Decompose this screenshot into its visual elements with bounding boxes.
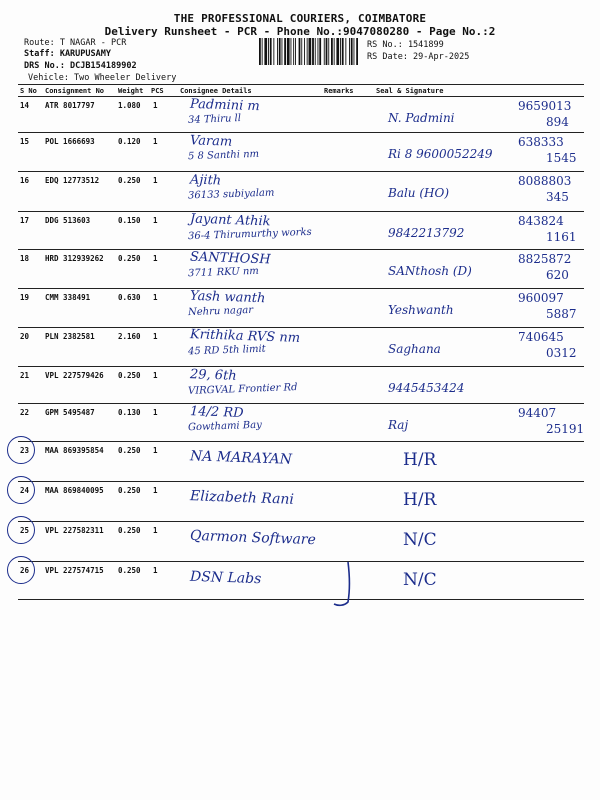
vehicle-label: Vehicle: Two Wheeler Delivery — [28, 73, 177, 83]
phone-line-1: 8825872 — [518, 252, 572, 266]
runsheet-title: Delivery Runsheet - PCR - Phone No.:9047080280 - Page No.:2 — [104, 25, 496, 38]
row-consignment: ATR 8017797 — [45, 101, 95, 110]
phone-line-1: 960097 — [518, 291, 564, 305]
row-pcs: 1 — [153, 526, 158, 535]
row-weight: 0.250 — [118, 446, 141, 455]
col-consignee: Consignee Details — [180, 87, 252, 95]
remarks-bracket-mark — [330, 560, 370, 610]
col-remarks: Remarks — [324, 87, 354, 95]
row-pcs: 1 — [153, 408, 158, 417]
row-sno: 24 — [20, 486, 30, 495]
row-pcs: 1 — [153, 486, 158, 495]
consignee-name: Ajith — [189, 172, 222, 189]
signature: N/C — [403, 530, 437, 550]
row-consignment: DDG 513603 — [45, 216, 91, 225]
row-pcs: 1 — [153, 176, 158, 185]
signature: Raj — [388, 418, 409, 432]
consignee-address: 5 8 Santhi nm — [187, 148, 260, 163]
row-weight: 0.250 — [118, 526, 141, 535]
consignee-address: Gowthami Bay — [187, 419, 262, 434]
phone-line-1: 9659013 — [518, 99, 572, 113]
row-consignment: MAA 869840095 — [45, 486, 104, 495]
table-row — [18, 482, 584, 522]
consignee-address: 34 Thiru ll — [187, 113, 242, 126]
consignee-name: Jayant Athik — [189, 211, 271, 230]
row-consignment: HRD 312939262 — [45, 254, 104, 263]
col-pcs: PCS — [151, 87, 164, 95]
consignee-name: Padmini m — [189, 96, 260, 115]
table-row — [18, 442, 584, 482]
row-weight: 0.250 — [118, 566, 141, 575]
table-row — [18, 289, 584, 328]
row-sno: 23 — [20, 446, 30, 455]
row-consignment: GPM 5495487 — [45, 408, 95, 417]
header-top-rule — [18, 84, 584, 85]
row-weight: 0.130 — [118, 408, 141, 417]
table-row — [18, 328, 584, 367]
consignee-name: Krithika RVS nm — [189, 327, 301, 346]
row-consignment: CMM 338491 — [45, 293, 91, 302]
row-consignment: POL 1666693 — [45, 137, 95, 146]
row-sno: 21 — [20, 371, 30, 380]
row-weight: 0.250 — [118, 486, 141, 495]
consignee-address: 3711 RKU nm — [187, 265, 259, 280]
phone-line-2: 5887 — [546, 307, 577, 321]
row-weight: 0.630 — [118, 293, 141, 302]
signature: Saghana — [388, 342, 441, 356]
row-sno: 26 — [20, 566, 30, 575]
phone-line-1: 843824 — [518, 214, 564, 228]
row-pcs: 1 — [153, 293, 158, 302]
consignee-name: NA MARAYAN — [189, 448, 293, 468]
row-weight: 1.080 — [118, 101, 141, 110]
sno-circle-mark — [7, 476, 35, 504]
row-consignment: EDQ 12773512 — [45, 176, 100, 185]
signature: SANthosh (D) — [388, 264, 472, 278]
row-weight: 0.250 — [118, 254, 141, 263]
consignee-name: 14/2 RD — [189, 404, 244, 421]
route-label: Route: T NAGAR - PCR — [24, 38, 127, 48]
table-row — [18, 562, 584, 600]
phone-line-2: 0312 — [546, 346, 577, 360]
col-seal: Seal & Signature — [376, 87, 444, 95]
row-consignment: MAA 869395854 — [45, 446, 104, 455]
consignee-name: 29, 6th — [189, 367, 237, 384]
table-row — [18, 404, 584, 442]
phone-line-2: 345 — [546, 190, 569, 204]
consignee-address: Nehru nagar — [187, 304, 254, 319]
table-row — [18, 133, 584, 172]
phone-line-2: 620 — [546, 268, 569, 282]
company-name: THE PROFESSIONAL COURIERS, COIMBATORE — [173, 12, 427, 25]
row-pcs: 1 — [153, 566, 158, 575]
row-sno: 25 — [20, 526, 30, 535]
signature: H/R — [403, 490, 437, 510]
table-row — [18, 367, 584, 404]
row-weight: 0.250 — [118, 371, 141, 380]
barcode — [258, 38, 360, 65]
phone-line-2: 894 — [546, 115, 569, 129]
phone-line-1: 638333 — [518, 135, 564, 149]
row-sno: 14 — [20, 101, 30, 110]
row-pcs: 1 — [153, 137, 158, 146]
consignee-address: 36133 subiyalam — [187, 187, 275, 202]
row-pcs: 1 — [153, 446, 158, 455]
row-consignment: VPL 227579426 — [45, 371, 104, 380]
col-weight: Weight — [118, 87, 144, 95]
table-row — [18, 522, 584, 562]
row-consignment: VPL 227574715 — [45, 566, 104, 575]
phone-line-1: 8088803 — [518, 174, 572, 188]
row-weight: 0.120 — [118, 137, 141, 146]
consignee-name: Varam — [189, 133, 233, 150]
signature: 9842213792 — [388, 226, 465, 240]
table-row — [18, 250, 584, 289]
signature: 9445453424 — [388, 381, 465, 395]
col-sno: S No — [20, 87, 37, 95]
row-sno: 19 — [20, 293, 30, 302]
sno-circle-mark — [7, 436, 35, 464]
sno-circle-mark — [7, 556, 35, 584]
consignee-name: Qarmon Software — [189, 527, 317, 549]
phone-line-2: 1545 — [546, 151, 577, 165]
row-consignment: PLN 2382581 — [45, 332, 95, 341]
row-sno: 20 — [20, 332, 30, 341]
phone-line-2: 1161 — [546, 230, 577, 244]
rs-date: RS Date: 29-Apr-2025 — [367, 52, 470, 62]
table-row — [18, 212, 584, 250]
sno-circle-mark — [7, 516, 35, 544]
table-row — [18, 97, 584, 133]
row-pcs: 1 — [153, 216, 158, 225]
signature: N. Padmini — [388, 111, 455, 125]
staff-label: Staff: KARUPUSAMY — [24, 49, 111, 59]
row-rule — [18, 599, 584, 600]
row-sno: 17 — [20, 216, 30, 225]
row-weight: 0.250 — [118, 176, 141, 185]
signature: N/C — [403, 570, 437, 590]
row-pcs: 1 — [153, 371, 158, 380]
row-sno: 18 — [20, 254, 30, 263]
rs-number: RS No.: 1541899 — [367, 40, 444, 50]
drs-number: DRS No.: DCJB154189902 — [24, 61, 137, 71]
signature: Ri 8 9600052249 — [388, 147, 493, 161]
row-weight: 0.150 — [118, 216, 141, 225]
consignee-address: 36-4 Thirumurthy works — [187, 226, 312, 243]
consignee-name: SANTHOSH — [189, 249, 271, 268]
consignee-name: Elizabeth Rani — [189, 488, 295, 508]
row-weight: 2.160 — [118, 332, 141, 341]
signature: Balu (HO) — [388, 186, 450, 200]
phone-line-2: 25191 — [546, 422, 585, 436]
row-pcs: 1 — [153, 332, 158, 341]
row-pcs: 1 — [153, 254, 158, 263]
signature: H/R — [403, 450, 437, 470]
consignee-name: Yash wanth — [189, 288, 266, 307]
row-sno: 22 — [20, 408, 30, 417]
signature: Yeshwanth — [388, 303, 454, 317]
consignee-address: VIRGVAL Frontier Rd — [187, 382, 298, 397]
table-row — [18, 172, 584, 212]
row-pcs: 1 — [153, 101, 158, 110]
col-consignment: Consignment No — [45, 87, 105, 95]
consignee-name: DSN Labs — [189, 568, 262, 588]
row-consignment: VPL 227582311 — [45, 526, 104, 535]
phone-line-1: 94407 — [518, 406, 557, 420]
row-sno: 16 — [20, 176, 30, 185]
phone-line-1: 740645 — [518, 330, 564, 344]
consignee-address: 45 RD 5th limit — [187, 343, 266, 358]
row-sno: 15 — [20, 137, 30, 146]
